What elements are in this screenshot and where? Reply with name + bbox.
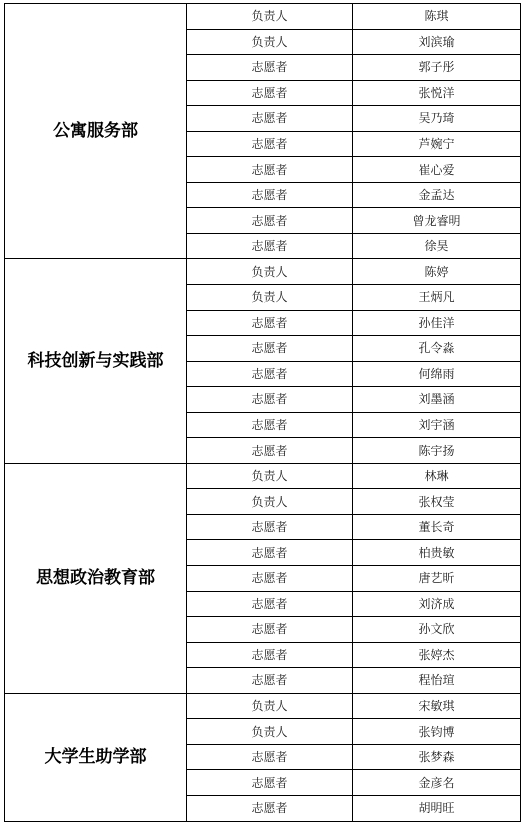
- member-name-cell: 董长奇: [353, 514, 521, 540]
- member-role-cell: 志愿者: [187, 208, 353, 234]
- member-role-cell: 负责人: [187, 4, 353, 30]
- member-name-cell: 程怡瑄: [353, 668, 521, 694]
- member-name-cell: 芦婉宁: [353, 131, 521, 157]
- member-role-cell: 负责人: [187, 463, 353, 489]
- member-role-cell: 志愿者: [187, 744, 353, 770]
- member-name-cell: 张权莹: [353, 489, 521, 515]
- member-role-cell: 负责人: [187, 285, 353, 311]
- member-name-cell: 吴乃琦: [353, 106, 521, 132]
- member-name-cell: 孔令淼: [353, 336, 521, 362]
- member-role-cell: 志愿者: [187, 770, 353, 796]
- roster-table: [4, 3, 521, 822]
- member-name-cell: 刘墨涵: [353, 387, 521, 413]
- member-role-cell: 志愿者: [187, 668, 353, 694]
- member-role-cell: 志愿者: [187, 361, 353, 387]
- table-row: [5, 4, 521, 30]
- member-name-cell: 崔心爱: [353, 157, 521, 183]
- roster-body: [5, 4, 521, 822]
- department-name-cell: 公寓服务部: [5, 4, 187, 259]
- member-name-cell: 唐艺昕: [353, 566, 521, 592]
- member-role-cell: 志愿者: [187, 182, 353, 208]
- member-name-cell: 张钧博: [353, 719, 521, 745]
- member-role-cell: 志愿者: [187, 566, 353, 592]
- member-role-cell: 志愿者: [187, 106, 353, 132]
- member-name-cell: 张梦森: [353, 744, 521, 770]
- member-role-cell: 志愿者: [187, 80, 353, 106]
- table-row: [5, 259, 521, 285]
- department-name-cell: 科技创新与实践部: [5, 259, 187, 463]
- member-name-cell: 金孟达: [353, 182, 521, 208]
- member-role-cell: 志愿者: [187, 642, 353, 668]
- member-name-cell: 柏贵敏: [353, 540, 521, 566]
- member-role-cell: 志愿者: [187, 387, 353, 413]
- member-name-cell: 陈宇扬: [353, 438, 521, 464]
- table-row: [5, 463, 521, 489]
- member-name-cell: 张悦洋: [353, 80, 521, 106]
- member-role-cell: 志愿者: [187, 157, 353, 183]
- member-role-cell: 志愿者: [187, 233, 353, 259]
- member-role-cell: 志愿者: [187, 131, 353, 157]
- member-role-cell: 志愿者: [187, 310, 353, 336]
- member-role-cell: 志愿者: [187, 55, 353, 81]
- member-name-cell: 陈婷: [353, 259, 521, 285]
- member-name-cell: 胡明旺: [353, 795, 521, 821]
- member-role-cell: 负责人: [187, 719, 353, 745]
- member-name-cell: 刘济成: [353, 591, 521, 617]
- member-name-cell: 刘滨瑜: [353, 29, 521, 55]
- member-role-cell: 志愿者: [187, 795, 353, 821]
- member-role-cell: 负责人: [187, 29, 353, 55]
- member-name-cell: 林琳: [353, 463, 521, 489]
- member-name-cell: 金彦名: [353, 770, 521, 796]
- member-name-cell: 曾龙睿明: [353, 208, 521, 234]
- member-role-cell: 负责人: [187, 259, 353, 285]
- member-role-cell: 志愿者: [187, 540, 353, 566]
- member-name-cell: 孙佳洋: [353, 310, 521, 336]
- member-name-cell: 何绵雨: [353, 361, 521, 387]
- member-name-cell: 刘宇涵: [353, 412, 521, 438]
- department-name-cell: 思想政治教育部: [5, 463, 187, 693]
- member-name-cell: 宋敏琪: [353, 693, 521, 719]
- member-name-cell: 张婷杰: [353, 642, 521, 668]
- member-name-cell: 徐昊: [353, 233, 521, 259]
- member-name-cell: 孙文欣: [353, 617, 521, 643]
- member-role-cell: 志愿者: [187, 336, 353, 362]
- member-role-cell: 负责人: [187, 693, 353, 719]
- member-role-cell: 志愿者: [187, 438, 353, 464]
- member-role-cell: 志愿者: [187, 412, 353, 438]
- table-row: [5, 693, 521, 719]
- member-name-cell: 郭子彤: [353, 55, 521, 81]
- member-name-cell: 王炳凡: [353, 285, 521, 311]
- member-role-cell: 志愿者: [187, 617, 353, 643]
- member-role-cell: 志愿者: [187, 591, 353, 617]
- department-name-cell: 大学生助学部: [5, 693, 187, 821]
- member-role-cell: 负责人: [187, 489, 353, 515]
- member-name-cell: 陈琪: [353, 4, 521, 30]
- member-role-cell: 志愿者: [187, 514, 353, 540]
